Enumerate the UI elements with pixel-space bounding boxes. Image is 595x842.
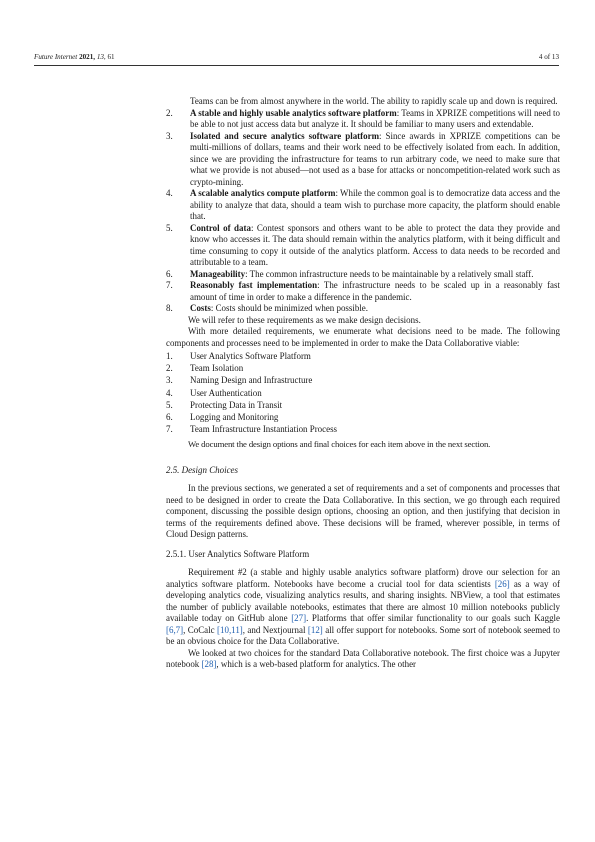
- requirement-item: [166, 269, 560, 281]
- requirement-title: Isolated and secure analytics software platform: [190, 130, 380, 141]
- item-number: 6.: [166, 268, 173, 279]
- section-heading-2-5: 2.5. Design Choices: [166, 464, 238, 475]
- component-label: User Analytics Software Platform: [190, 351, 311, 361]
- item-number: 4.: [166, 188, 173, 198]
- component-label: Team Infrastructure Instantiation Process: [190, 424, 338, 435]
- requirement-title: Manageability: [190, 268, 246, 279]
- requirement-item: [166, 188, 560, 223]
- item-number: 6.: [166, 412, 173, 423]
- requirement-text: : Contest sponsors and others want to be able to protect the data they provide and know who accesses it. The data should remain within the analytics platform, with it being difficult and time consuming to copy it outside of the analytics platform. Access to data needs to be recorded and attributable to a team.: [190, 222, 560, 267]
- item-number: 5.: [166, 399, 173, 410]
- component-item: [166, 411, 560, 423]
- paragraph-design-choices: In the previous sections, we generated a set of requirements and a set of components and processes that need to be designed in order to create the Data Collaborative. In this section, we go through each required component, discussing the possible design options, choosing an option, and then justifying that decision in terms of the requirements defined above. These decisions will be framed, wherever possible, in terms of Cloud Design patterns.: [166, 483, 560, 540]
- requirement-text: : Since awards in XPRIZE competitions can be multi-millions of dollars, teams and their work need to be effectively isolated from each. In addition, since we are providing the infrastructure for teams to run arbitrary code, we need to make sure that what we provide is not abused—not used as a base for attacks or noncompetition-related work such as crypto-mining.: [190, 130, 560, 187]
- component-item: [166, 399, 560, 411]
- requirement-title: A scalable analytics compute platform: [190, 188, 336, 198]
- requirement-item: [166, 108, 560, 131]
- item-number: 5.: [166, 222, 173, 233]
- citation-link[interactable]: [28]: [201, 659, 217, 670]
- item-number: 7.: [166, 280, 173, 290]
- requirement-text: : While the common goal is to democratize data access and the ability to analyze that data, should a team wish to purchase more capacity, the platform should enable that.: [190, 188, 560, 221]
- item-number: 3.: [166, 375, 173, 386]
- paragraph-decisions: With more detailed requirements, we enumerate what decisions need to be made. The following components and processes need to be implemented in order to make the Data Collaborative viable:: [166, 326, 560, 348]
- component-label: User Authentication: [190, 387, 262, 398]
- citation-link[interactable]: [6,7]: [166, 624, 184, 635]
- citation-link[interactable]: [26]: [494, 578, 510, 589]
- components-list: [166, 350, 560, 435]
- requirement-item: [166, 223, 560, 269]
- component-item: [166, 350, 560, 362]
- requirement-continuation: Teams can be from almost anywhere in the world. The ability to rapidly scale up and down is required.: [190, 96, 558, 106]
- component-item: [166, 387, 560, 399]
- requirement-text: : Teams in XPRIZE competitions will need to be able to not just access data but analyze it. It should be familiar to many users and extendable.: [190, 107, 561, 129]
- component-item: [166, 362, 560, 374]
- component-item: [166, 423, 560, 435]
- requirement-title: A stable and highly usable analytics software platform: [190, 107, 397, 118]
- item-number: 3.: [166, 130, 173, 141]
- component-label: Logging and Monitoring: [190, 412, 279, 423]
- journal-citation: Future Internet 2021, 13, 61: [34, 53, 115, 61]
- item-number: 2.: [166, 363, 173, 374]
- component-label: Team Isolation: [190, 363, 244, 374]
- requirement-text: : Costs should be minimized when possible.: [210, 303, 369, 313]
- requirement-text: : The infrastructure needs to be scaled up in a reasonably fast amount of time in order to make a difference in the pandemic.: [190, 280, 560, 302]
- requirement-title: Reasonably fast implementation: [190, 280, 318, 290]
- item-number: 1.: [166, 351, 173, 361]
- citation-link[interactable]: [12]: [307, 624, 323, 635]
- item-number: 7.: [166, 424, 173, 435]
- paragraph-notebooks: Requirement #2 (a stable and highly usable analytics software platform) drove our selection for an analytics software platform. Notebooks have become a crucial tool for data scientists [26] as a way of developing analytics code, visualizing analytics results, and sharing insights. NBView, a tool that estimates the number of publicly available notebooks, estimates that there are almost 10 million notebooks publicly available today on GitHub alone [27]. Platforms that offer similar functionality to our goals such Kaggle [6,7], CoCalc [10,11], and Nextjournal [12] all offer support for notebooks. Some sort of notebook seemed to be an obvious choice for the Data Collaborative.: [166, 567, 561, 647]
- requirements-list: [166, 108, 560, 315]
- citation-link[interactable]: [10,11]: [217, 624, 243, 635]
- paragraph-next-section: We document the design options and final choices for each item above in the next section.: [188, 439, 491, 450]
- requirement-item: [166, 131, 560, 189]
- component-label: Protecting Data in Transit: [190, 399, 283, 410]
- citation-link[interactable]: [27]: [291, 613, 307, 624]
- body-text: [166, 96, 560, 671]
- subsection-heading-2-5-1: 2.5.1. User Analytics Software Platform: [166, 548, 310, 559]
- item-number: 8.: [166, 303, 173, 313]
- paragraph-refer: We will refer to these requirements as we make design decisions.: [188, 314, 421, 325]
- page-number: 4 of 13: [538, 53, 559, 61]
- component-label: Naming Design and Infrastructure: [190, 375, 313, 386]
- requirement-item: [166, 280, 560, 303]
- requirement-text: : The common infrastructure needs to be maintainable by a relatively small staff.: [245, 268, 534, 279]
- requirement-title: Control of data: [190, 222, 251, 233]
- requirement-item: [166, 303, 560, 315]
- paragraph-jupyter: We looked at two choices for the standard Data Collaborative notebook. The first choice was a Jupyter notebook [28], which is a web-based platform for analytics. The other: [166, 647, 560, 670]
- item-number: 2.: [166, 107, 173, 118]
- item-number: 4.: [166, 387, 173, 398]
- header-rule: [34, 65, 559, 66]
- component-item: [166, 374, 560, 386]
- requirement-title: Costs: [190, 303, 211, 313]
